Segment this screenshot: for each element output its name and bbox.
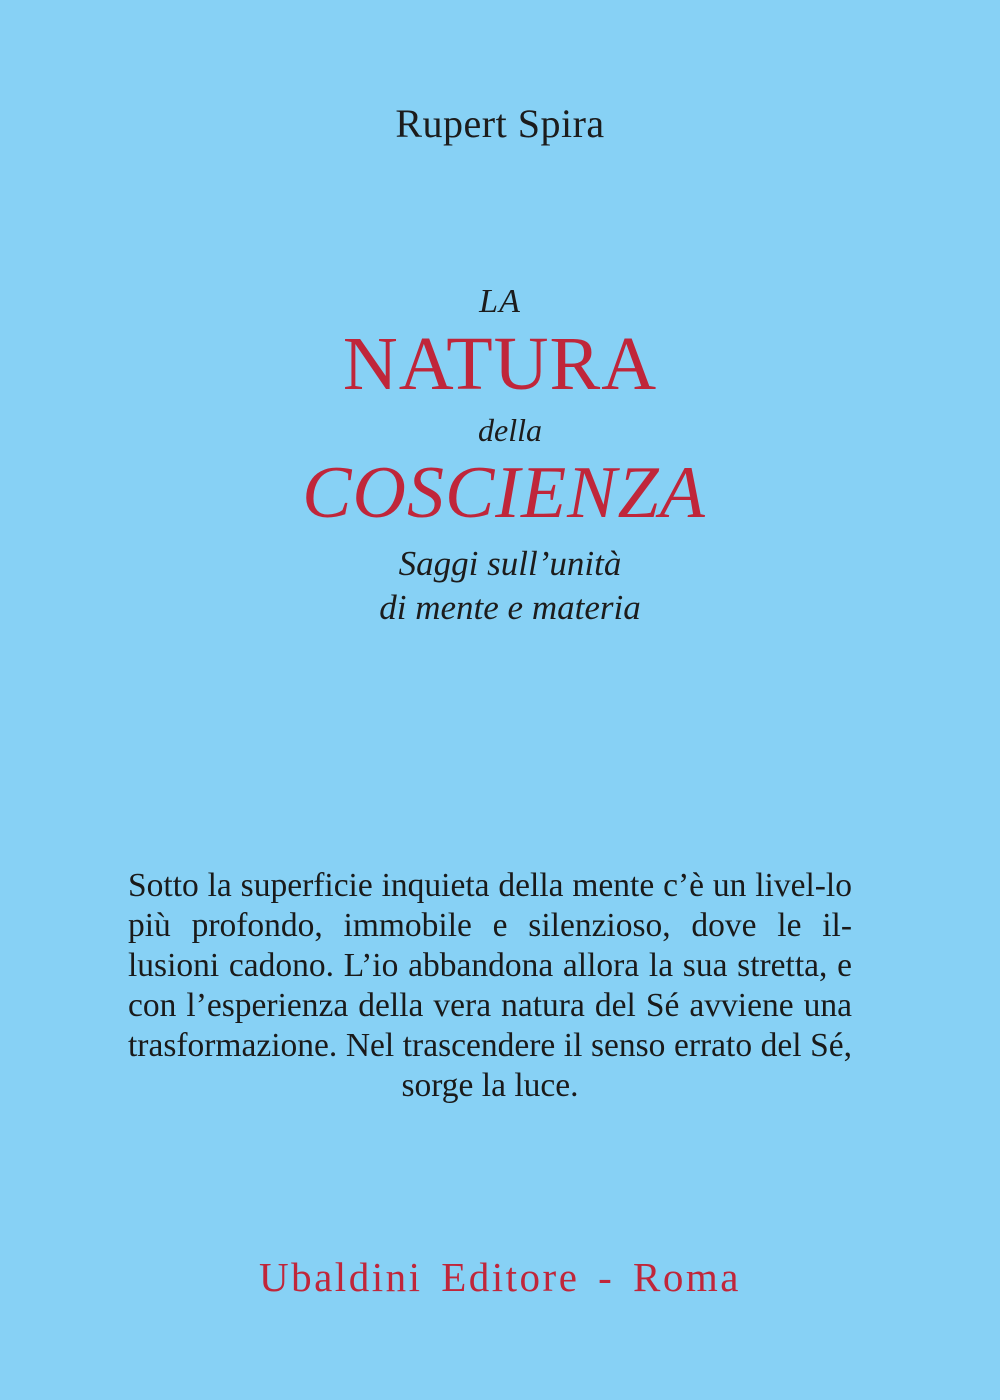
title-connector: della	[478, 412, 542, 448]
subtitle-line-2: di mente e materia	[379, 588, 641, 627]
title-word-natura: NATURA	[342, 322, 658, 406]
subtitle-line-1: Saggi sull’unità	[398, 544, 622, 583]
title-article: LA	[479, 283, 521, 320]
cover-blurb: Sotto la superficie inquieta della mente c’è un livel-lo più profondo, immobile e silenzioso, dove le il-lusioni cadono. L’io abbandona allora la sua stretta, e con l’esperienza della vera natura del Sé avviene una trasformazione. Nel trascendere il senso errato del Sé, sorge la luce.	[128, 867, 852, 1104]
author-name: Rupert Spira	[395, 101, 605, 146]
title-block	[0, 282, 1000, 630]
publisher-imprint: Ubaldini Editore - Roma	[259, 1254, 741, 1300]
subtitle	[0, 542, 1000, 630]
title-word-coscienza: COSCIENZA	[302, 452, 706, 534]
